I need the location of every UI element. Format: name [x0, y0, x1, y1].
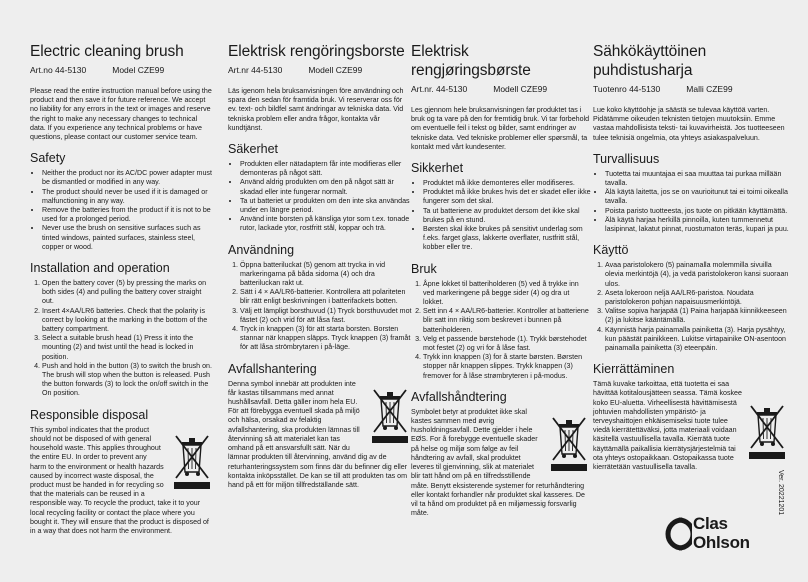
list-item: • Älä käytä harjaa herkillä pinnoilla, kuten tummennetut lasipinnat, lakatut pinnat, ruostumaton teräs, kupari ja puu.	[605, 216, 789, 234]
page-title: Sähkökäyttöinen puhdistusharja	[593, 43, 707, 79]
list-item: • Never use the brush on sensitive surfaces such as tinted windows, painted surfaces, stainless steel, copper or wood.	[42, 224, 214, 252]
safety-heading: Säkerhet	[228, 142, 279, 157]
list-item: • Använd inte borsten på känsliga ytor som t.ex. tonade rutor, lackade ytor, rostfritt stål, koppar och trä.	[240, 215, 412, 233]
page-title: Elektrisk rengjøringsbørste	[411, 43, 531, 79]
list-item: 4. Käynnistä harja painamalla painiketta (3). Harja pysähtyy, kun päästät painikkeen. Lukitse virtapainike ON-asentoon painamalla painiketta (3) eteenpäin.	[605, 326, 789, 354]
list-item: 1. Avaa paristolokero (5) painamalla molemmilla sivuilla olevia merkintöjä (4), ja vedä paristolokeron kansi suoraan ulos.	[605, 261, 789, 289]
article-number: Art.nr. 44-5130	[411, 84, 468, 94]
install-list	[593, 261, 789, 353]
install-list	[228, 261, 412, 353]
install-list	[30, 279, 214, 399]
list-item: 1. Åpne lokket til batteriholderen (5) ved å trykke inn ved markeringene på begge sider (4) og dra ut lokket.	[423, 280, 591, 308]
safety-heading: Sikkerhet	[411, 161, 464, 176]
safety-list	[30, 169, 214, 252]
list-item: • Ta ut batteriene av produktet dersom det ikke skal brukes på en stund.	[423, 207, 591, 225]
model-number: Model CZE99	[112, 65, 165, 75]
list-item: 4. Push and hold in the button (3) to switch the brush on. The brush will stop when the button is released. Push the button forwards (3) to lock the on/off switch in the On position.	[42, 362, 214, 399]
list-item: 3. Välj ett lämpligt borsthuvud (1) Tryck borsthuvudet mot fästet (2) och vrid för att låsa fast.	[240, 307, 412, 325]
column-norwegian	[411, 42, 591, 518]
install-heading: Installation and operation	[30, 261, 170, 276]
install-heading: Käyttö	[593, 243, 629, 258]
crossed-out-bin-icon	[745, 398, 789, 460]
list-item: • Ta ut batteriet ur produkten om den inte ska användas under en längre period.	[240, 197, 412, 215]
model-number: Malli CZE99	[686, 84, 733, 94]
disposal-text: Tämä kuvake tarkoittaa, että tuotetta ei saa hävittää kotitalousjätteen seassa. Tämä koskee koko EU-aluetta. Virheellisestä hävittämisestä johtuvien mahdollisten ympäristö- ja terveyshaittojen ehkäisemiseksi tuote tulee viedä kierrätettäväksi, jotta materiaali voidaan käsitellä vastuullisella tavalla. Kierrätä tuote käyttämällä paikallisia kierrätysjärjestelmiä tai ota yhteys ostopaikkaan. Ostopaikassa tuote kierrätetään vastuullisella tavalla.	[593, 380, 742, 472]
brand-line-1: Clas	[693, 514, 728, 533]
version-label: Ver. 20221201	[777, 470, 784, 516]
disposal-heading: Responsible disposal	[30, 407, 149, 422]
install-heading: Bruk	[411, 261, 437, 276]
article-info	[593, 84, 789, 94]
list-item: • Produktet må ikke demonteres eller modifiseres.	[423, 179, 591, 188]
install-list	[411, 280, 591, 381]
list-item: • Produktet må ikke brukes hvis det er skadet eller ikke fungerer som det skal.	[423, 188, 591, 206]
install-heading: Användning	[228, 242, 295, 257]
disposal-heading: Avfallshantering	[228, 361, 317, 376]
model-number: Modell CZE99	[308, 65, 363, 75]
safety-list	[593, 170, 789, 234]
list-item: • The product should never be used if it is damaged or malfunctioning in any way.	[42, 188, 214, 206]
intro-text: Läs igenom hela bruksanvisningen före användning och spara den sedan för framtida bruk. Vi reserverar oss för ev. text- och bildfel samt ändringar av tekniska data. Vid tekniska problem eller andra frågor, kontakta vår kundtjänst.	[228, 87, 404, 132]
disposal-heading: Kierrättäminen	[593, 362, 675, 377]
list-item: • Använd aldrig produkten om den på något sätt är skadad eller inte fungerar normalt.	[240, 178, 412, 196]
article-number: Art.no 44-5130	[30, 65, 87, 75]
crossed-out-bin-icon	[547, 410, 591, 472]
list-item: • Poista paristo tuotteesta, jos tuote on pitkään käyttämättä.	[605, 207, 789, 216]
safety-heading: Safety	[30, 151, 66, 166]
list-item: 2. Aseta lokeroon neljä AA/LR6-paristoa. Noudata paristolokeron pohjan napaisuusmerkintöjä.	[605, 289, 789, 307]
intro-text: Please read the entire instruction manual before using the product and then save it for future reference. We accept no liability for any errors in the text or images and reserve the right to make any necessary changes to technical data. If you experience any technical problems or have questions, please contact our customer service team.	[30, 87, 212, 142]
disposal-text: This symbol indicates that the product should not be disposed of with general household waste. This applies throughout the entire EU. In order to prevent any harm to the environment or health hazards caused by incorrect waste disposal, the product must be handed in for recycling so that the materials can be reused in a responsible way. To recycle the product, take it to your local recycling facility or contact the place where you bought it. They will ensure that the product is disposed of in a way that does not harm the environment.	[30, 425, 209, 535]
safety-list	[228, 160, 412, 234]
list-item: 3. Select a suitable brush head (1) Press it into the mounting (2) and twist until the head is locked in position.	[42, 334, 214, 362]
model-number: Modell CZE99	[493, 84, 548, 94]
page-title: Electric cleaning brush	[30, 43, 184, 60]
article-info	[228, 65, 412, 75]
brand-name	[693, 514, 750, 552]
list-item: • Produkten eller nätadaptern får inte modifieras eller demonteras på något sätt.	[240, 160, 412, 178]
safety-heading: Turvallisuus	[593, 151, 660, 166]
list-item: 4. Tryck in knappen (3) för att starta borsten. Borsten stannar när knappen släpps. Tryck knappen (3) framåt för att låsa strömbrytaren i på-läge.	[240, 325, 412, 353]
page-title: Elektrisk rengöringsborste	[228, 43, 405, 60]
article-number: Art.nr 44-5130	[228, 65, 283, 75]
article-number: Tuotenro 44-5130	[593, 84, 661, 94]
list-item: • Remove the batteries from the product if it is not to be used for a prolonged period.	[42, 206, 214, 224]
list-item: 3. Velg et passende børstehode (1). Trykk børstehodet mot festet (2) og vri for å låse fast.	[423, 335, 591, 353]
disposal-text: Denna symbol innebär att produkten inte får kastas tillsammans med annat hushållsavfall. Detta gäller inom hela EU. För att förebygga eventuell skada på miljö och hälsa, orsakad av felaktig avfallshantering, ska produkten lämnas till återvinning så att materialet kan tas omhand på ett ansvarsfullt sätt. När du lämnar produkten till återvinning, använd dig av de returhanteringssystem som finns där du befinner dig eller kontakta inköpsstället. De kan se till att produkten tas om hand på ett för miljön tillfredställande sätt.	[228, 379, 408, 489]
crossed-out-bin-icon	[368, 382, 412, 444]
article-info	[30, 65, 214, 75]
list-item: • Tuotetta tai muuntajaa ei saa muuttaa tai purkaa millään tavalla.	[605, 170, 789, 188]
list-item: • Børsten skal ikke brukes på sensitivt underlag som f.eks. farget glass, lakkerte overflater, rustfritt stål, kobber eller tre.	[423, 225, 591, 253]
article-info	[411, 84, 591, 94]
list-item: 1. Öppna batteriluckat (5) genom att trycka in vid markeringarna på båda sidorna (4) och dra batteriluckan rakt ut.	[240, 261, 412, 289]
intro-text: Les gjennom hele bruksanvisningen før produktet tas i bruk og ta vare på den for fremtidig bruk. Vi tar forbehold om eventuelle feil i tekst og bilder, samt endringer av tekniske data. Ved tekniske problemer eller spørsmål, ta kontakt med vårt kundesenter.	[411, 106, 590, 151]
list-item: 2. Sätt i 4 × AA/LR6-batterier. Kontrollera att polariteten blir rätt enligt beskrivningen i batterifackets botten.	[240, 288, 412, 306]
column-english	[30, 42, 214, 536]
disposal-heading: Avfallshåndtering	[411, 389, 507, 404]
list-item: 1. Open the battery cover (5) by pressing the marks on both sides (4) and pulling the battery cover straight out.	[42, 279, 214, 307]
list-item: 2. Insert 4×AA/LR6 batteries. Check that the polarity is correct by looking at the marking in the bottom of the battery compartment.	[42, 307, 214, 335]
brand-line-2: Ohlson	[693, 533, 750, 552]
safety-list	[411, 179, 591, 253]
clas-ohlson-logo-icon	[658, 514, 692, 554]
crossed-out-bin-icon	[170, 428, 214, 490]
disposal-text: Symbolet betyr at produktet ikke skal kastes sammen med øvrig husholdningsavfall. Dette gjelder i hele EØS. For å forebygge eventuelle skader på helse og miljø som følge av feil håndtering av avfall, skal produktet leveres til gjenvinning, slik at materialet blir tatt hånd om på en tilfredsstillende måte. Benytt eksisterende systemer for returhåndtering eller kontakt forhandler når produktet skal kasseres. De vil ta hånd om produktet på en miljømessig forsvarlig måte.	[411, 407, 585, 518]
list-item: 3. Valitse sopiva harjapää (1) Paina harjapää kiinnikkeeseen (2) ja lukitse kääntämällä.	[605, 307, 789, 325]
list-item: 4. Trykk inn knappen (3) for å starte børsten. Børsten stopper når knappen slippes. Trykk knappen (3) fremover for å låse strømbryteren i på-modus.	[423, 353, 591, 381]
list-item: • Älä käytä laitetta, jos se on vaurioitunut tai ei toimi oikealla tavalla.	[605, 188, 789, 206]
list-item: • Neither the product nor its AC/DC power adapter must be dismantled or modified in any way.	[42, 169, 214, 187]
list-item: 2. Sett inn 4 × AA/LR6-batterier. Kontroller at batteriene blir satt inn riktig som beskrevet i bunnen på batteriholderen.	[423, 307, 591, 335]
column-swedish	[228, 42, 412, 490]
intro-text: Lue koko käyttöohje ja säästä se tulevaa käyttöä varten. Pidätämme oikeuden teknisten tietojen muutoksiin. Emme vastaa mahdollisista teksti- tai kuvavirheistä. Jos tuotteeseen tulee teknisiä ongelmia, ota yhteys asiakaspalveluun.	[593, 106, 785, 142]
